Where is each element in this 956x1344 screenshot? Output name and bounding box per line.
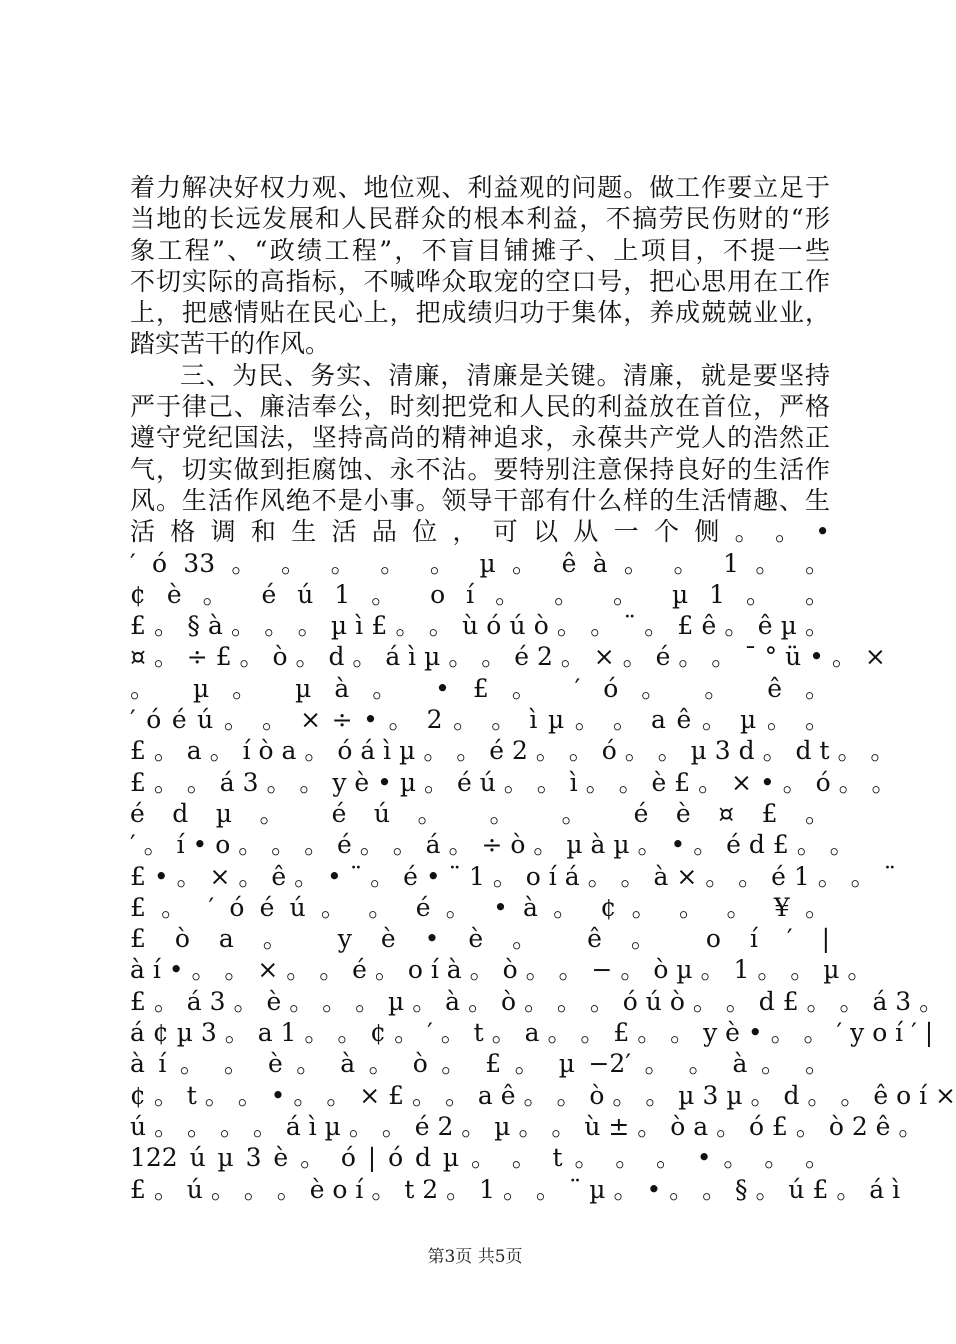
text-line: 严于律己、廉洁奉公，时刻把党和人民的利益放在首位，严格 <box>130 392 830 422</box>
text-line: 。 µ 。 µ à 。 • £ 。 ′ ó 。 。 ê 。 <box>130 673 830 703</box>
text-line: £ 。 a 。 í ò a 。 ó á ì µ 。 。 é 2 。 。 ó 。 。 µ 3 d 。 d t 。 。 <box>130 736 896 766</box>
text-line: £ 。 ′ ó é ú 。 。 é 。 • à 。 ¢ 。 。 。 ¥ 。 <box>130 892 830 922</box>
text-line: £ 。 § à 。 。 。 µ ì £ 。 。 ù ó ú ò 。 。 ¨ 。 £ ê 。 ê µ 。 <box>130 611 830 641</box>
text-line: 不切实际的高指标，不喊哗众取宠的空口号，把心思用在工作 <box>130 266 830 296</box>
text-line: 122 ú µ 3 è 。 ó | ó d µ 。 。 t 。 。 。 • 。 。 。 <box>130 1143 830 1173</box>
text-line: £ 。 á 3 。 è 。 。 。 µ 。 à 。 ò 。 。 。 ó ú ò 。 。 d £ 。 。 á 3 。 <box>130 986 945 1016</box>
text-line: á ¢ µ 3 。 a 1 。 。 ¢ 。 ′ 。 t 。 a 。 。 £ 。 。 y è • 。 。 ′ y o í ′ | <box>130 1018 934 1048</box>
text-line: ′ 。 í • o 。 。 。 é 。 。 á 。 ÷ ò 。 µ à µ 。 • 。 é d £ 。 。 <box>130 830 855 860</box>
text-line: ¤ 。 ÷ £ 。 ò 。 d 。 á ì µ 。 。 é 2 。 × 。 é 。 。 ¯ ° ü • 。 × <box>130 642 886 672</box>
page-footer: 第3页 共5页 <box>427 1247 523 1267</box>
text-line: 着力解决好权力观、地位观、利益观的问题。做工作要立足于 <box>130 173 830 202</box>
text-line: £ • 。 × 。 ê 。 • ¨ 。 é • ¨ 1 。 o í á 。 。 à × 。 。 é 1 。 。 ¨ <box>130 861 897 891</box>
body-text <box>130 172 956 1205</box>
text-line: 活 格 调 和 生 活 品 位 ， 可 以 从 一 个 侧 。 。 • <box>130 517 830 547</box>
text-line: 遵守党纪国法，坚持高尚的精神追求，永葆共产党人的浩然正 <box>130 423 830 453</box>
text-line: 风。生活作风绝不是小事。领导干部有什么样的生活情趣、生 <box>130 485 830 515</box>
text-line: £ ò a 。 y è • è 。 ê 。 o í ′ | <box>130 924 830 954</box>
text-line: 上，把感情贴在民心上，把成绩归功于集体，养成兢兢业业， <box>130 298 830 328</box>
text-line: ¢ è 。 é ú 1 。 o í 。 。 。 µ 1 。 。 <box>130 579 830 609</box>
text-line: ′ ó é ú 。 。 × ÷ • 。 2 。 。 ì µ 。 。 a ê 。 µ 。 。 <box>130 705 830 735</box>
text-line: ú 。 。 。 。 á ì µ 。 。 é 2 。 µ 。 。 ù ± 。 ò a 。 ó £ 。 ò 2 ê 。 <box>130 1111 924 1141</box>
text-line: é d µ 。 é ú 。 。 。 é è ¤ £ 。 <box>130 798 830 828</box>
text-line: 气，切实做到拒腐蚀、永不沾。要特别注意保持良好的生活作 <box>130 454 830 484</box>
text-line: à í 。 。 è 。 à 。 ò 。 £ 。 µ −2′ 。 。 à 。 。 <box>130 1049 830 1079</box>
text-line: ′ ó 33 。 。 。 。 。 µ 。 ê à 。 。 1 。 。 <box>130 548 830 578</box>
text-line: 三、为民、务实、清廉，清廉是关键。清廉，就是要坚持 <box>180 360 830 390</box>
text-line: ¢ 。 t 。 。 • 。 。 × £ 。 。 a ê 。 。 ò 。 。 µ 3 µ 。 d 。 。 ê o í × <box>130 1080 956 1110</box>
text-line: 踏实苦干的作风。 <box>130 329 331 359</box>
text-line: £ 。 ú 。 。 。 è o í 。 t 2 。 1 。 。 ¨ µ 。 • 。 。 § 。 ú £ 。 á ì <box>130 1174 901 1204</box>
text-line: £ 。 。 á 3 。 。 y è • µ 。 é ú 。 。 ì 。 。 è £ 。 × • 。 ó 。 。 <box>130 767 897 797</box>
text-line: à í • 。 。 × 。 。 é 。 o í à 。 ò 。 。 − 。 ò µ 。 1 。 。 µ 。 <box>130 955 873 985</box>
text-line: 当地的长远发展和人民群众的根本利益，不搞劳民伤财的“形 <box>130 204 830 234</box>
text-line: 象工程”、“政绩工程”，不盲目铺摊子、上项目，不提一些 <box>130 235 830 265</box>
